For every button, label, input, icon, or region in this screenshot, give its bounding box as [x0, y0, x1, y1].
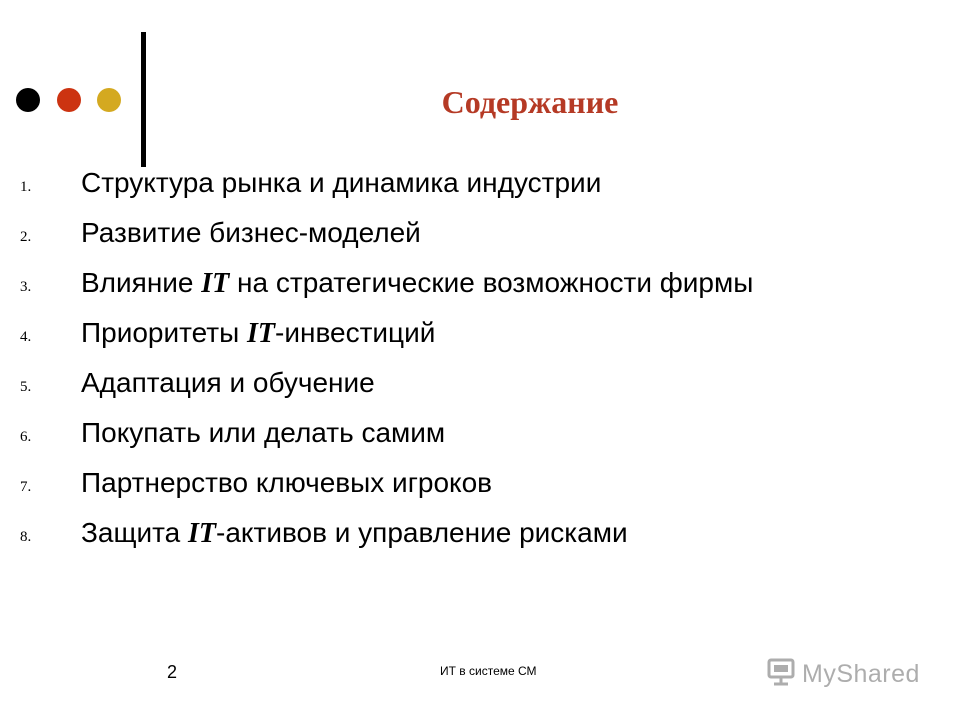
decor-vertical-line — [141, 32, 146, 167]
agenda-item-number: 8. — [20, 529, 32, 545]
page-number: 2 — [167, 662, 178, 682]
it-term: IT — [188, 518, 217, 549]
agenda-item-segment: Приоритеты — [81, 317, 248, 348]
decor-dot-black — [16, 88, 40, 112]
slide-title: Содержание — [441, 84, 619, 120]
agenda-item-segment: Покупать или делать самим — [81, 417, 446, 448]
footer-text: ИТ в системе СМ — [440, 664, 537, 678]
agenda-item-segment: -активов и управление рисками — [216, 517, 628, 548]
agenda-item-text — [81, 415, 445, 451]
agenda-item-text — [81, 315, 435, 352]
agenda-item-text — [81, 365, 375, 401]
agenda-item-segment: -инвестиций — [275, 317, 436, 348]
agenda-item-segment: Защита — [81, 517, 189, 548]
it-term: IT — [201, 268, 230, 299]
agenda-item-text — [81, 215, 421, 251]
agenda-item-number: 3. — [20, 279, 32, 295]
agenda-item-text — [81, 465, 492, 501]
agenda-item-segment: Развитие бизнес-моделей — [81, 217, 421, 248]
agenda-item-segment: Структура рынка и динамика индустрии — [81, 167, 602, 198]
decor-dot-gold — [97, 88, 121, 112]
agenda-item-segment: Влияние — [81, 267, 202, 298]
agenda-item-segment: Партнерство ключевых игроков — [81, 467, 493, 498]
agenda-item-segment: Адаптация и обучение — [81, 367, 375, 398]
it-term: IT — [247, 318, 276, 349]
agenda-item-text — [81, 265, 753, 302]
agenda-item-number: 2. — [20, 229, 32, 245]
watermark-logo — [766, 656, 920, 692]
agenda-item-number: 5. — [20, 379, 32, 395]
agenda-item-number: 7. — [20, 479, 32, 495]
watermark-text: MyShared — [802, 659, 920, 688]
agenda-item-number: 6. — [20, 429, 32, 445]
presentation-board-icon — [766, 657, 796, 692]
agenda-item-segment: на стратегические возможности фирмы — [229, 267, 754, 298]
agenda-item-text — [81, 165, 601, 201]
agenda-item-number: 1. — [20, 179, 32, 195]
agenda-item-number: 4. — [20, 329, 32, 345]
agenda-item-text — [81, 515, 628, 552]
decor-dot-red — [57, 88, 81, 112]
